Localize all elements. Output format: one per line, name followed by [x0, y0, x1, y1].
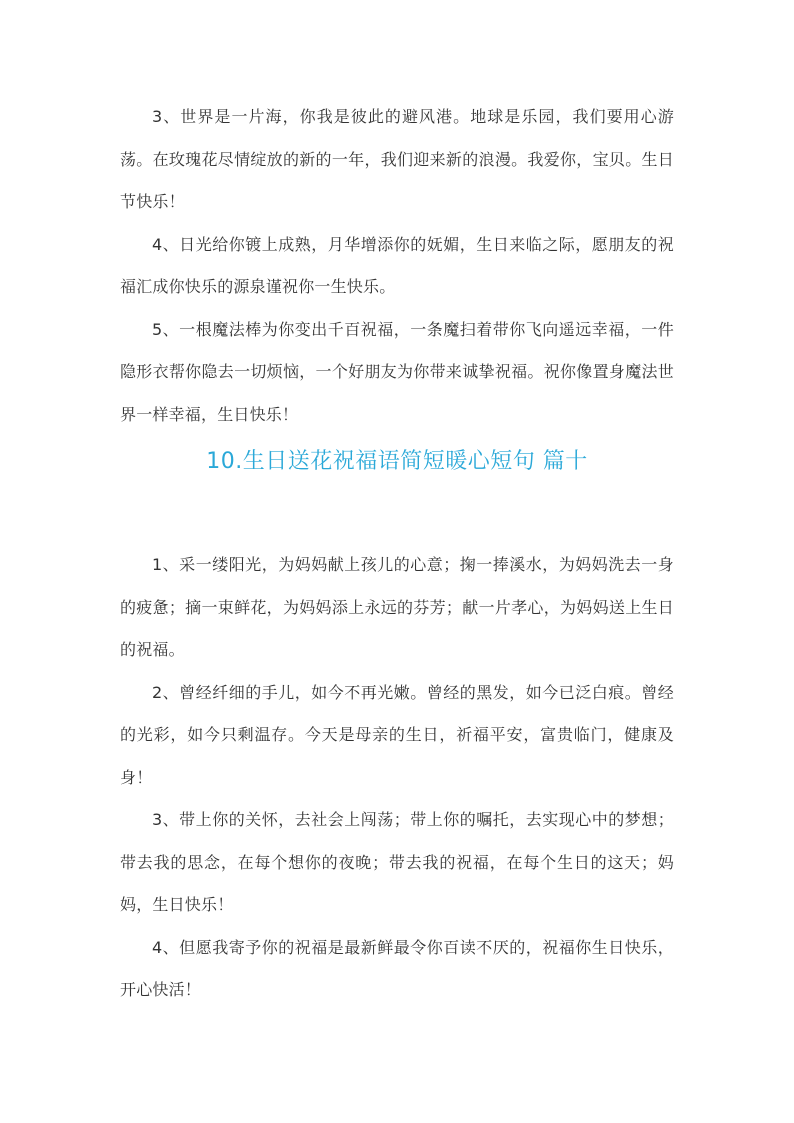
paragraph-item-1: 1、采一缕阳光，为妈妈献上孩儿的心意；掬一捧溪水，为妈妈洗去一身的疲惫；摘一束鲜花，为妈妈添上永远的芬芳；献一片孝心，为妈妈送上生日的祝福。 [120, 555, 674, 659]
paragraph-item-3: 3、世界是一片海，你我是彼此的避风港。地球是乐园，我们要用心游荡。在玫瑰花尽情绽放的新的一年，我们迎来新的浪漫。我爱你，宝贝。生日节快乐！ [120, 107, 674, 211]
paragraph-item-2: 2、曾经纤细的手儿，如今不再光嫩。曾经的黑发，如今已泛白痕。曾经的光彩，如今只剩温存。今天是母亲的生日，祈福平安，富贵临门，健康及身！ [120, 682, 674, 787]
paragraph-item-4: 4、日光给你镀上成熟，月华增添你的妩媚，生日来临之际，愿朋友的祝福汇成你快乐的源泉谨祝你一生快乐。 [120, 234, 674, 296]
paragraph-item-3b: 3、带上你的关怀，去社会上闯荡；带上你的嘱托，去实现心中的梦想；带去我的思念，在每个想你的夜晚；带去我的祝福，在每个生日的这天；妈妈，生日快乐！ [120, 810, 674, 914]
document-page [120, 96, 674, 1012]
paragraph-item-4b: 4、但愿我寄予你的祝福是最新鲜最令你百读不厌的，祝福你生日快乐，开心快活！ [120, 937, 674, 999]
paragraph-item-5: 5、一根魔法棒为你变出千百祝福，一条魔扫着带你飞向遥远幸福，一件隐形衣帮你隐去一切烦恼，一个好朋友为你带来诚挚祝福。祝你像置身魔法世界一样幸福，生日快乐！ [120, 319, 674, 424]
section-heading: 10.生日送花祝福语简短暖心短句 篇十 [206, 449, 588, 474]
